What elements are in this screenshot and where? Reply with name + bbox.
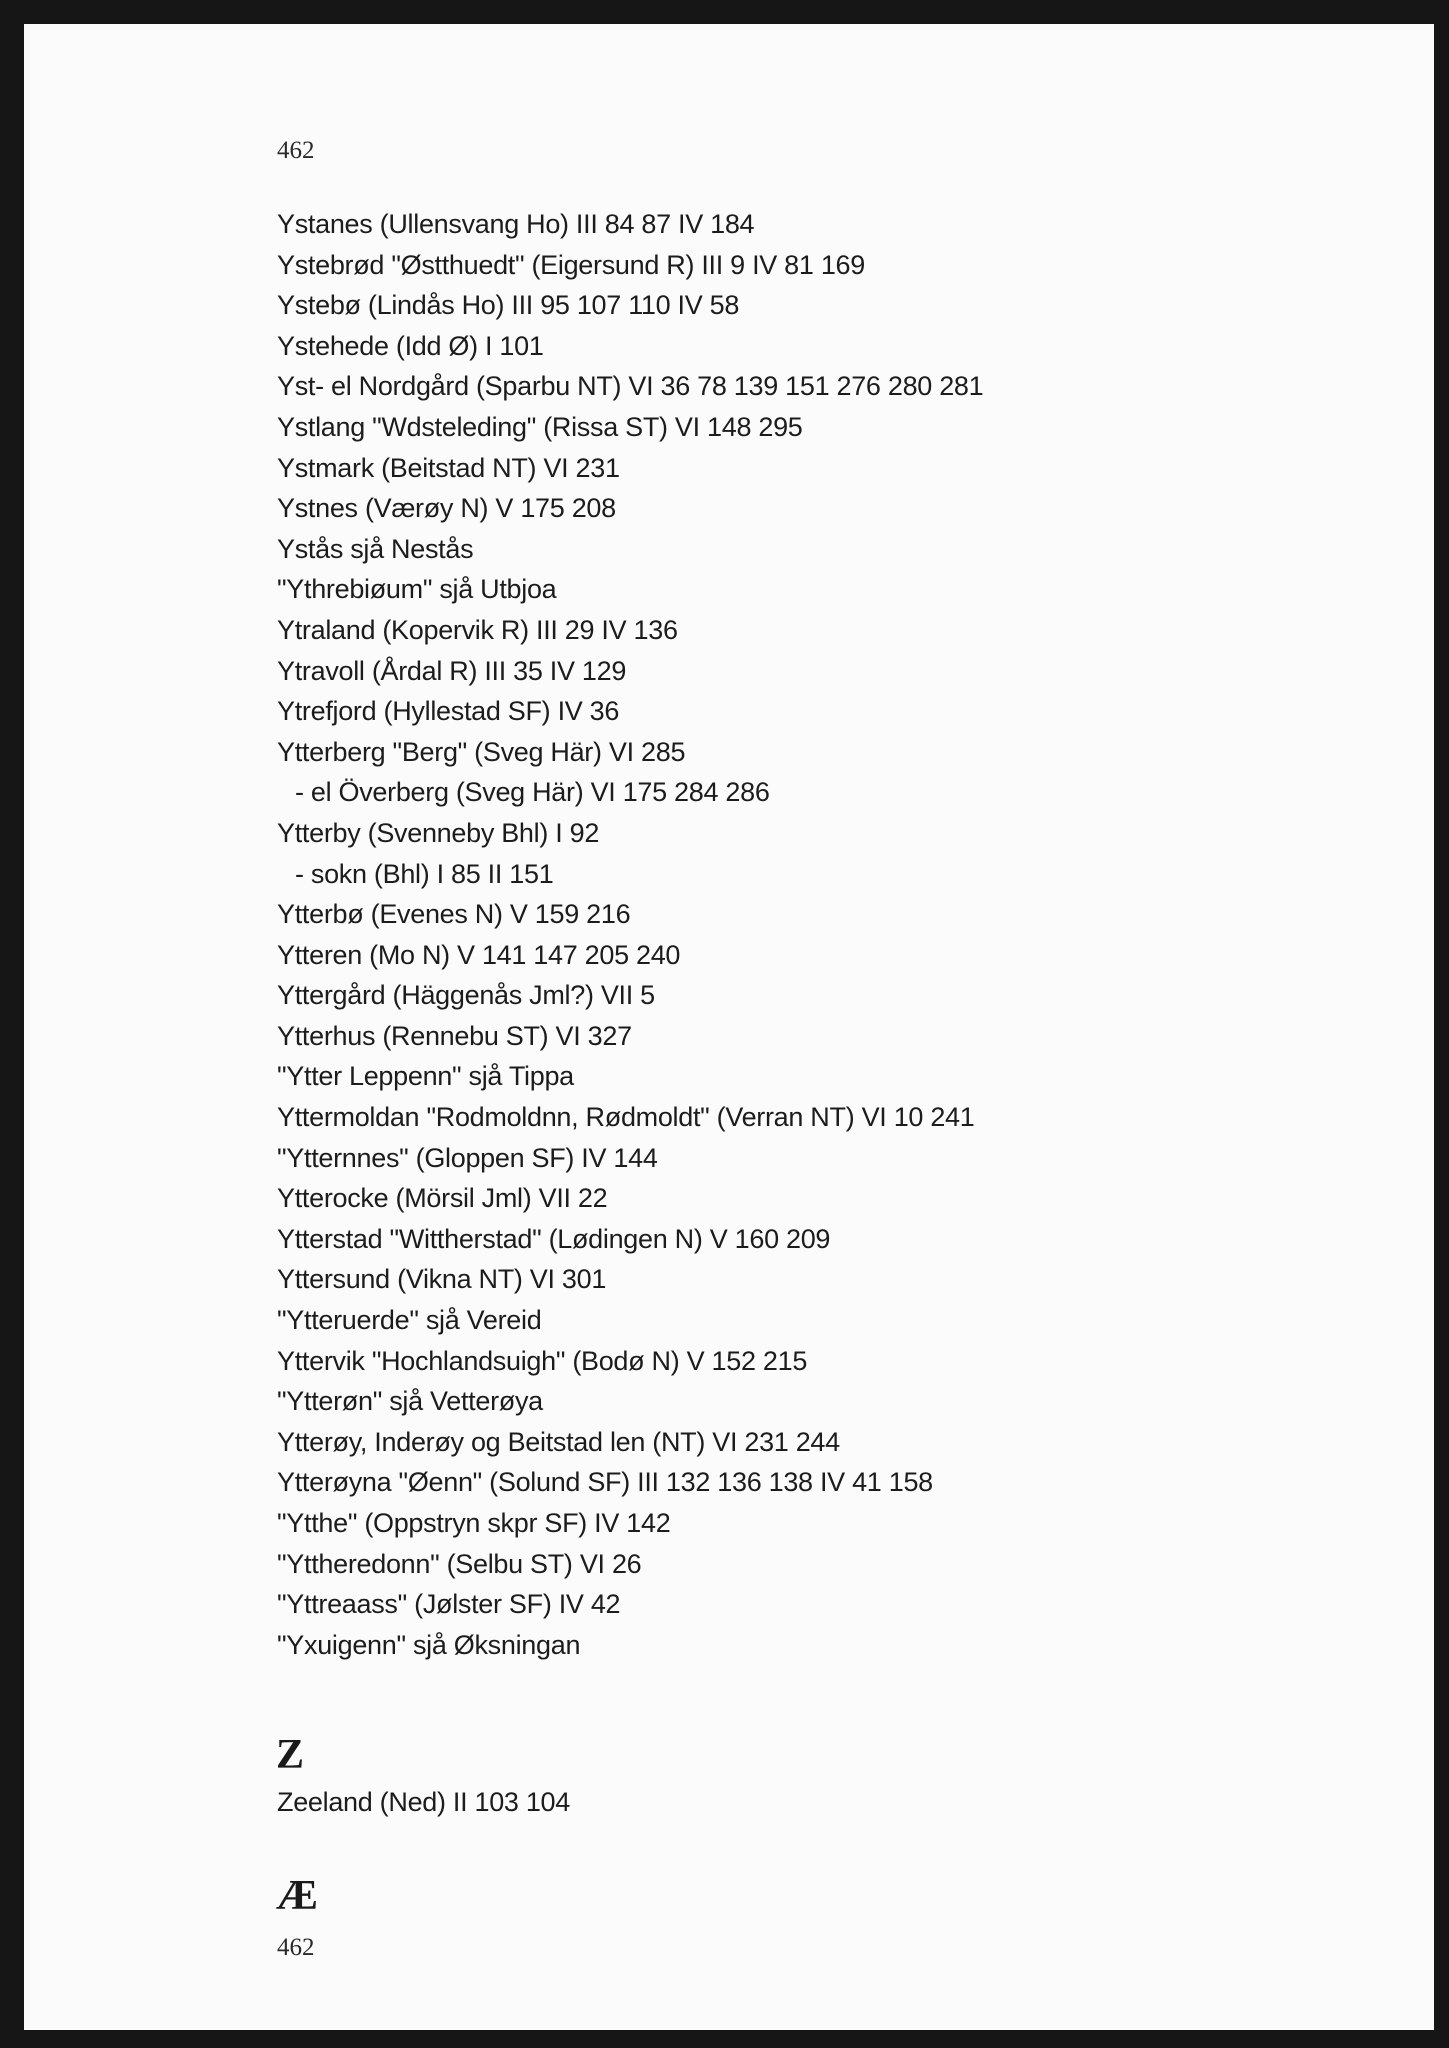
index-entry: Ytterberg "Berg" (Sveg Här) VI 285	[277, 736, 686, 767]
index-subentry: - sokn (Bhl) I 85 II 151	[295, 858, 554, 889]
index-entry: Ytterocke (Mörsil Jml) VII 22	[277, 1183, 608, 1214]
index-entry: Ytterhus (Rennebu ST) VI 327	[277, 1020, 632, 1051]
section-z-entry-list	[277, 1782, 570, 1823]
index-entry: Zeeland (Ned) II 103 104	[277, 1787, 570, 1817]
index-entry: Yst- el Nordgård (Sparbu NT) VI 36 78 139 151 276 280 281	[277, 371, 984, 402]
page-number-top: 462	[277, 137, 315, 164]
index-entry: Ystlang "Wdsteleding" (Rissa ST) VI 148 295	[277, 411, 803, 442]
index-entry: Ystebrød "Østthuedt" (Eigersund R) III 9 IV 81 169	[277, 249, 865, 280]
index-entry: Ytraland (Kopervik R) III 29 IV 136	[277, 614, 678, 645]
index-entry: "Ytterøn" sjå Vetterøya	[277, 1386, 543, 1417]
index-entry: Ystehede (Idd Ø) I 101	[277, 330, 544, 361]
document-page	[24, 24, 1434, 2030]
index-entry: Yttersund (Vikna NT) VI 301	[277, 1264, 607, 1295]
page-number-bottom: 462	[277, 1934, 315, 1961]
section-letter-z: Z	[276, 1732, 305, 1778]
index-entry-list	[277, 204, 983, 1665]
index-entry: Ytteren (Mo N) V 141 147 205 240	[277, 939, 681, 970]
index-entry: Yttergård (Häggenås Jml?) VII 5	[277, 980, 655, 1011]
index-entry: "Yttheredonn" (Selbu ST) VI 26	[277, 1548, 642, 1579]
index-entry: "Ytthe" (Oppstryn skpr SF) IV 142	[277, 1508, 671, 1538]
index-entry: Ystmark (Beitstad NT) VI 231	[277, 452, 620, 483]
index-entry: Ystnes (Værøy N) V 175 208	[277, 493, 616, 524]
index-entry: Ytterstad "Wittherstad" (Lødingen N) V 160 209	[277, 1223, 831, 1254]
index-entry: "Ytteruerde" sjå Vereid	[277, 1305, 542, 1336]
index-entry: Ytterøyna "Øenn" (Solund SF) III 132 136 138 IV 41 158	[277, 1467, 933, 1498]
index-entry: Yttervik "Hochlandsuigh" (Bodø N) V 152 215	[277, 1345, 808, 1376]
index-entry: "Ytter Leppenn" sjå Tippa	[277, 1061, 574, 1092]
index-subentry: - el Överberg (Sveg Här) VI 175 284 286	[295, 777, 770, 808]
index-entry: Ytrefjord (Hyllestad SF) IV 36	[277, 696, 620, 727]
section-letter-ae: Æ	[276, 1873, 318, 1919]
index-entry: "Ytternnes" (Gloppen SF) IV 144	[277, 1142, 658, 1173]
index-entry: Yttermoldan "Rodmoldnn, Rødmoldt" (Verran NT) VI 10 241	[277, 1102, 975, 1133]
index-entry: "Yttreaass" (Jølster SF) IV 42	[277, 1589, 621, 1620]
index-entry: Ytterbø (Evenes N) V 159 216	[277, 899, 631, 930]
index-entry: Ystanes (Ullensvang Ho) III 84 87 IV 184	[277, 209, 755, 239]
index-entry: Ytterby (Svenneby Bhl) I 92	[277, 817, 600, 848]
index-entry: Ystebø (Lindås Ho) III 95 107 110 IV 58	[277, 290, 740, 321]
index-entry: Ystås sjå Nestås	[277, 533, 474, 564]
index-entry: Ytterøy, Inderøy og Beitstad len (NT) VI 231 244	[277, 1426, 840, 1457]
index-entry: "Ythrebiøum" sjå Utbjoa	[277, 574, 557, 605]
index-entry: "Yxuigenn" sjå Øksningan	[277, 1629, 581, 1660]
index-entry: Ytravoll (Årdal R) III 35 IV 129	[277, 655, 627, 686]
